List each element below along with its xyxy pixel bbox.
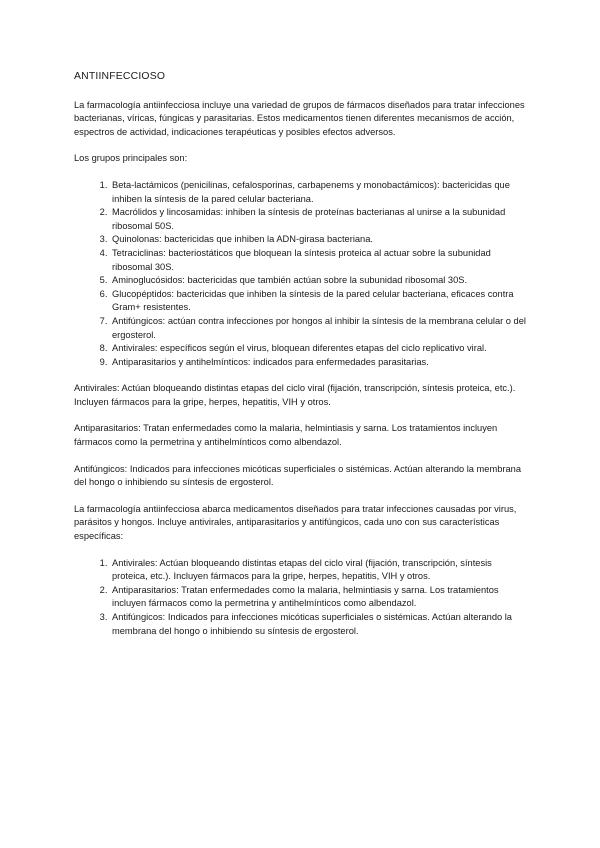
antivirales-paragraph: Antivirales: Actúan bloqueando distintas etapas del ciclo viral (fijación, transcripción, síntesis proteica, etc.). Incluyen fármacos para la gripe, herpes, hepatitis, VIH y otros. xyxy=(74,383,516,407)
summary-paragraph: La farmacología antiinfecciosa abarca medicamentos diseñados para tratar infecciones causadas por virus, parásitos y hongos. Incluye antivirales, antiparasitarios y antifúngicos, cada uno con sus características específicas: xyxy=(74,503,517,542)
list-item: 3. Quinolonas: bactericidas que inhiben la ADN-girasa bacteriana. xyxy=(110,233,530,247)
list-item: 6. Glucopéptidos: bactericidas que inhiben la síntesis de la pared celular bacteriana, eficaces contra Gram+ resistentes. xyxy=(110,288,530,315)
page-title: ANTIINFECCIOSO xyxy=(74,71,166,82)
groups-heading: Los grupos principales son: xyxy=(74,153,188,164)
groups-list xyxy=(74,179,530,369)
list-item: 1. Antivirales: Actúan bloqueando distintas etapas del ciclo viral (fijación, transcripción, síntesis proteica, etc.). Incluyen fármacos para la gripe, herpes, hepatitis, VIH y otros. xyxy=(110,557,530,584)
list-item: 2. Macrólidos y lincosamidas: inhiben la síntesis de proteínas bacterianas al unirse a la subunidad ribosomal 50S. xyxy=(110,206,530,233)
list-item: 7. Antifúngicos: actúan contra infecciones por hongos al inhibir la síntesis de la membrana celular o del ergosterol. xyxy=(110,315,530,342)
list-item: 5. Aminoglucósidos: bactericidas que también actúan sobre la subunidad ribosomal 30S. xyxy=(110,274,530,288)
list-item: 4. Tetraciclinas: bacteriostáticos que bloquean la síntesis proteica al actuar sobre la subunidad ribosomal 30S. xyxy=(110,247,530,274)
list-item: 9. Antiparasitarios y antihelmínticos: indicados para enfermedades parasitarias. xyxy=(110,356,530,370)
antifungicos-paragraph: Antifúngicos: Indicados para infecciones micóticas superficiales o sistémicas. Actúan alterando la membrana del hongo o inhibiendo su síntesis de ergosterol. xyxy=(74,463,521,488)
list-item: 2. Antiparasitarios: Tratan enfermedades como la malaria, helmintiasis y sarna. Los tratamientos incluyen fármacos como la permetrina y antihelmínticos como albendazol. xyxy=(110,584,530,611)
list-item: 1. Beta-lactámicos (penicilinas, cefalosporinas, carbapenems y monobactámicos): bactericidas que inhiben la síntesis de la pared celular bacteriana. xyxy=(110,179,530,206)
summary-list xyxy=(74,557,530,639)
list-item: 3. Antifúngicos: Indicados para infecciones micóticas superficiales o sistémicas. Actúan alterando la membrana del hongo o inhibiendo su síntesis de ergosterol. xyxy=(110,611,530,638)
list-item: 8. Antivirales: específicos según el virus, bloquean diferentes etapas del ciclo replicativo viral. xyxy=(110,342,530,356)
intro-paragraph: La farmacología antiinfecciosa incluye una variedad de grupos de fármacos diseñados para tratar infecciones bacterianas, víricas, fúngicas y parasitarias. Estos medicamentos tienen diferentes mecanismos de acción, espectros de actividad, indicaciones terapéuticas y posibles efectos adversos. xyxy=(74,99,525,137)
antiparasitarios-paragraph: Antiparasitarios: Tratan enfermedades como la malaria, helmintiasis y sarna. Los tratamientos incluyen fármacos como la permetrina y antihelmínticos como albendazol. xyxy=(74,423,498,448)
